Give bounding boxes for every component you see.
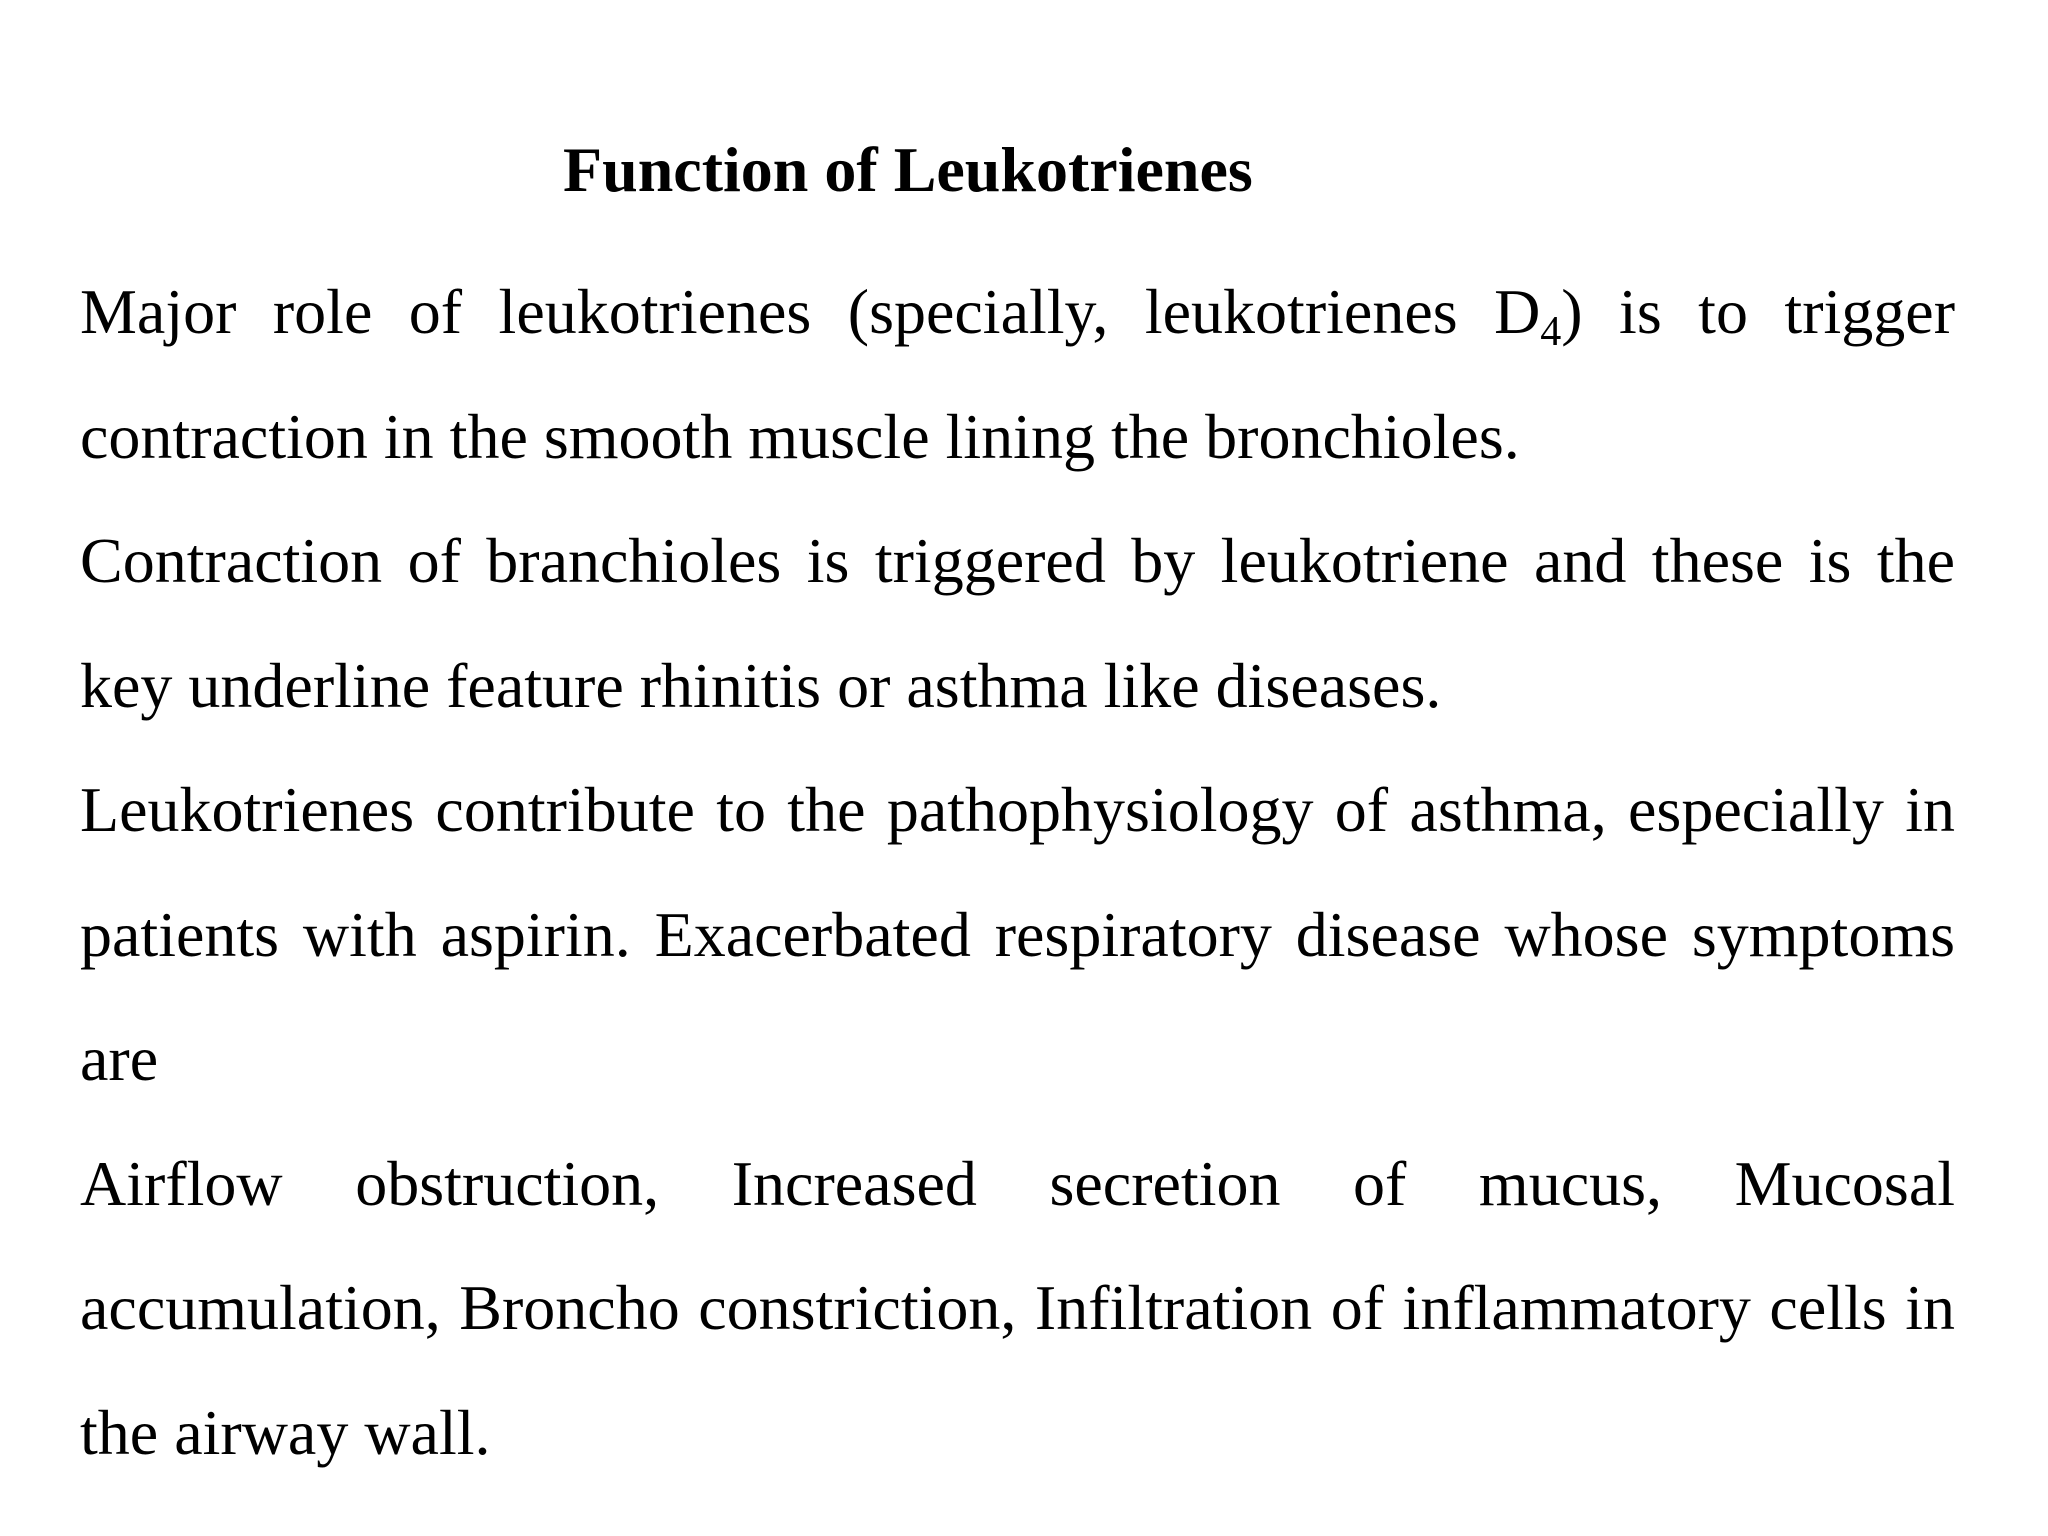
paragraph-leukotriene-role <box>80 250 1955 499</box>
slide-title: Function of Leukotrienes <box>563 134 1253 205</box>
subscript-4: 4 <box>1540 308 1562 355</box>
slide-body <box>80 250 1955 1495</box>
paragraph-bronchiole-contraction: Contraction of branchioles is triggered by leukotriene and these is the key underline feature rhinitis or asthma like diseases. <box>80 525 1955 721</box>
paragraph-1-text-start: Major role of leukotrienes (specially, leukotrienes D <box>80 276 1541 347</box>
paragraph-asthma-pathophysiology: Leukotrienes contribute to the pathophysiology of asthma, especially in patients with aspirin. Exacerbated respiratory disease whose symptoms are <box>80 774 1955 1094</box>
paragraph-1-text-end: ) is to trigger contraction in the smooth muscle lining the bronchioles. <box>80 276 1956 472</box>
paragraph-symptoms-list: Airflow obstruction, Increased secretion of mucus, Mucosal accumulation, Broncho constriction, Infiltration of inflammatory cells in the airway wall. <box>80 1147 1955 1468</box>
